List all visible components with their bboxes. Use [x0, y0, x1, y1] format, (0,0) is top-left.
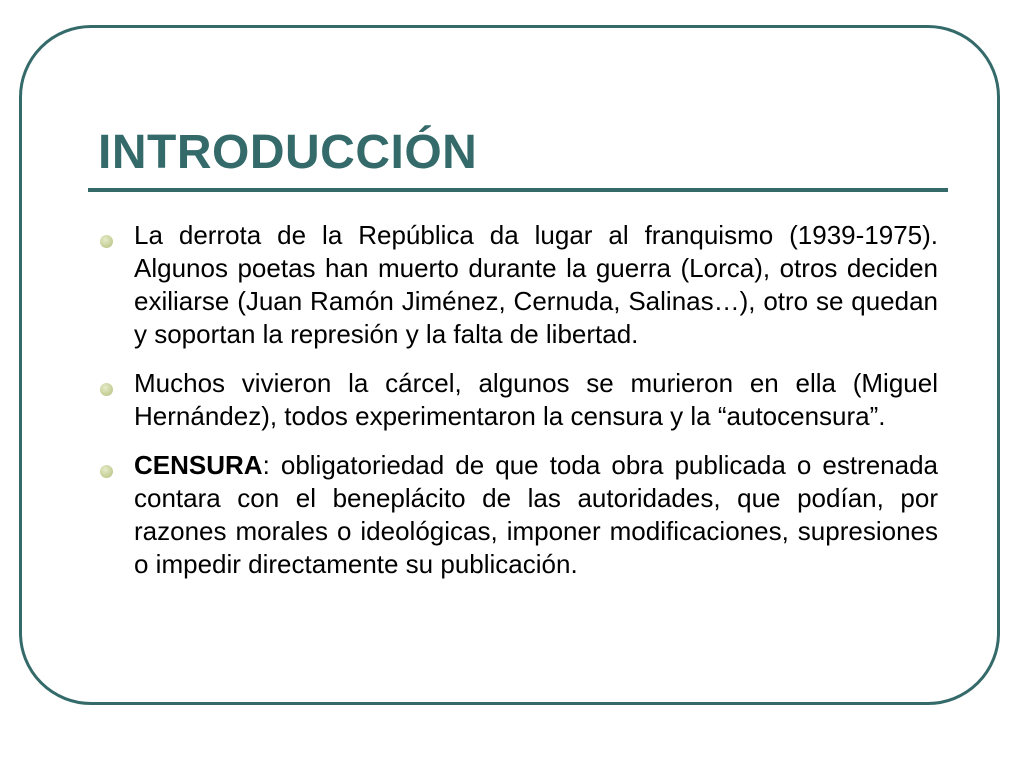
bullet-item-carcel — [96, 367, 938, 433]
censura-term: CENSURA — [134, 450, 263, 480]
bullet-item-derrota — [96, 219, 938, 351]
slide-title: INTRODUCCIÓN — [98, 126, 478, 179]
censura-definition: : obligatoriedad de que toda obra publicada o estrenada contara con el beneplácito de las autoridades, que podían, por razones morales o ideológicas, imponer modificaciones, supresiones o impedir directamente su publicación. — [134, 450, 938, 579]
bullet-item-censura — [96, 449, 938, 581]
bullet-dot-icon — [100, 383, 113, 396]
bullet-dot-icon — [100, 235, 113, 248]
bullet-text: La derrota de la República da lugar al franquismo (1939-1975). Algunos poetas han muerto durante la guerra (Lorca), otros deciden exiliarse (Juan Ramón Jiménez, Cernuda, Salinas…), otro se quedan y soportan la represión y la falta de libertad. — [134, 220, 938, 349]
bullet-text-censura — [134, 449, 938, 581]
bullet-text: Muchos vivieron la cárcel, algunos se murieron en ella (Miguel Hernández), todos experimentaron la censura y la “autocensura”. — [134, 368, 938, 431]
title-underline — [88, 188, 948, 192]
bullet-dot-icon — [100, 465, 113, 478]
bullet-list — [96, 219, 938, 597]
